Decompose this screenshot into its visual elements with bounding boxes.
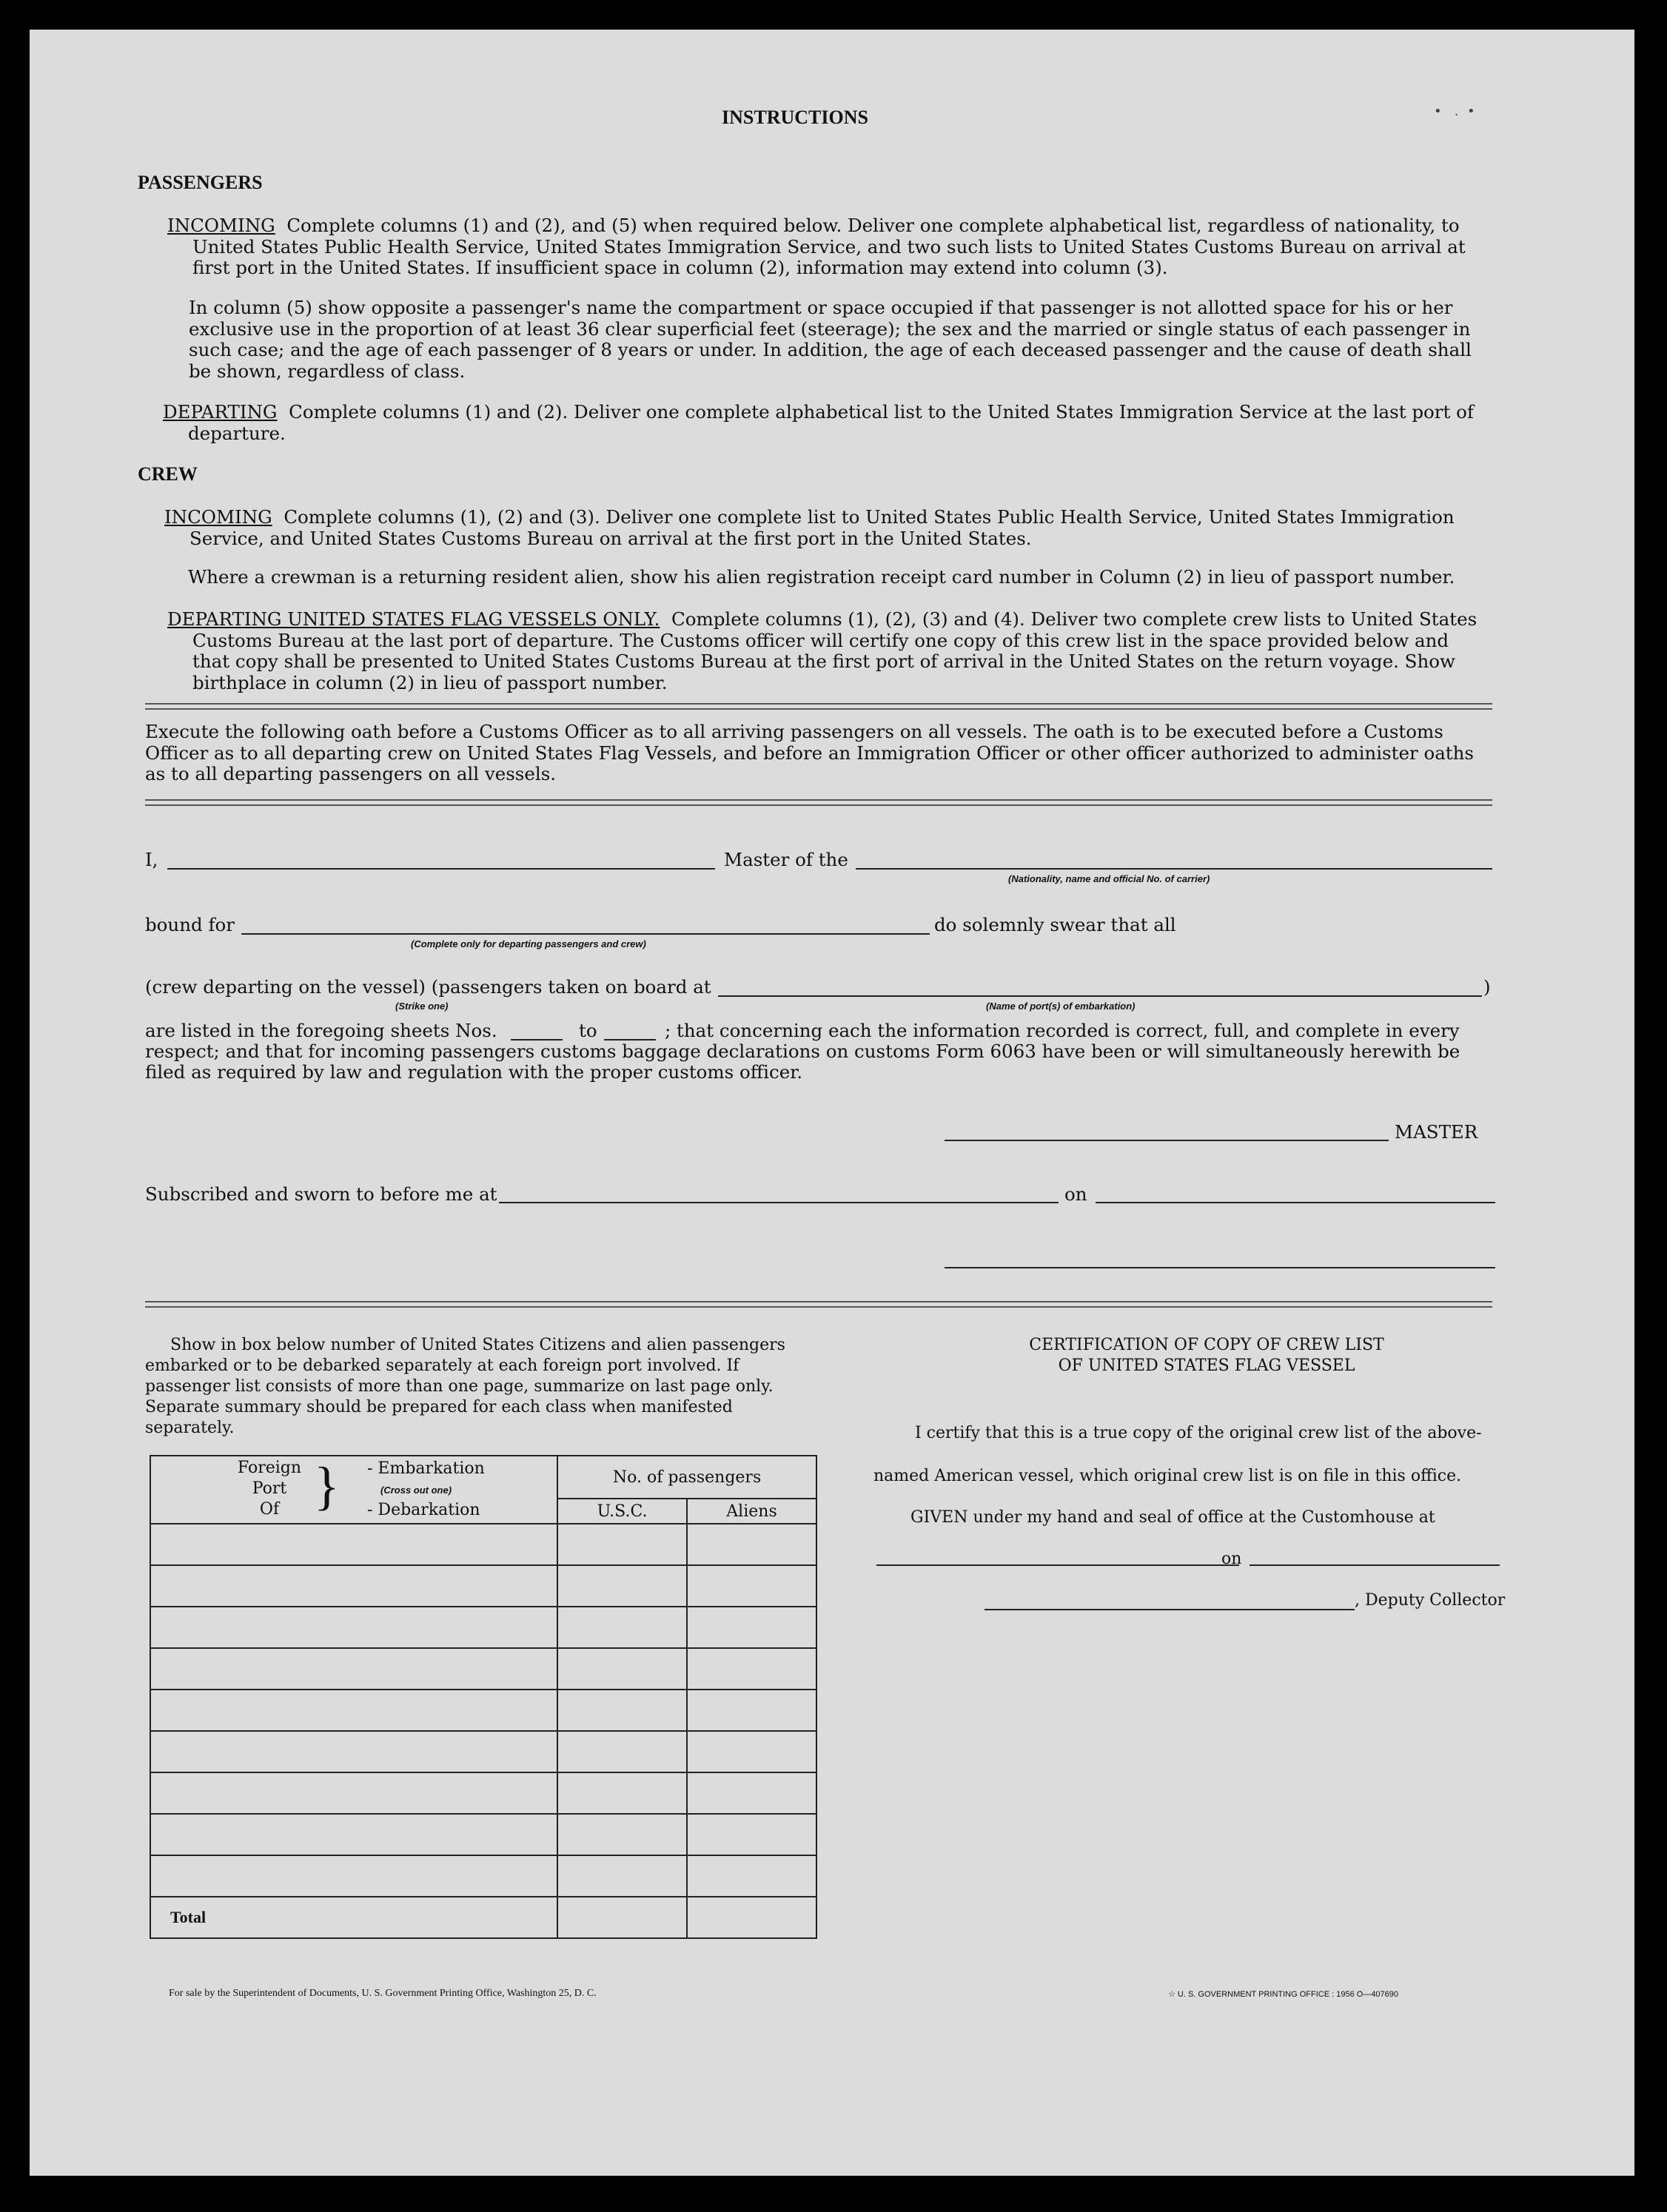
strike-one-hint: (Strike one) — [395, 1001, 449, 1012]
carrier-hint: (Nationality, name and official No. of carrier) — [1008, 873, 1210, 884]
crew-incoming-paragraph — [164, 506, 1486, 549]
crew-departing-paragraph — [167, 608, 1482, 693]
oath-i-label: I, — [145, 849, 158, 870]
bound-for-label: bound for — [145, 914, 235, 935]
summary-intro: Show in box below number of United States Citizens and alien passengers embarked or to be debarked separately at each foreign port involved. If passenger list consists of more than one page, summarize on last page only. Separate summary should be prepared for each class when manifested separately. — [145, 1336, 785, 1437]
usc-cell[interactable] — [557, 1648, 687, 1690]
table-row — [150, 1607, 816, 1648]
aliens-cell[interactable] — [687, 1772, 816, 1814]
master-signature-field[interactable] — [945, 1140, 1389, 1141]
carrier-field[interactable] — [856, 868, 1492, 870]
certification-on-label: on — [1221, 1550, 1242, 1568]
no-passengers-header: No. of passengers — [557, 1456, 816, 1499]
crew-incoming-label: INCOMING — [164, 506, 272, 528]
port-cell[interactable] — [150, 1772, 557, 1814]
certification-heading — [888, 1335, 1525, 1376]
table-row — [150, 1855, 816, 1897]
swear-text: do solemnly swear that all — [934, 914, 1176, 935]
customhouse-field[interactable] — [876, 1564, 1239, 1566]
port-hint: (Name of port(s) of embarkation) — [986, 1001, 1136, 1012]
passengers-incoming-paragraph — [167, 215, 1497, 279]
embarkation-port-field[interactable] — [718, 995, 1482, 997]
table-row — [150, 1814, 816, 1855]
deputy-signature-field[interactable] — [985, 1609, 1355, 1610]
aliens-header: Aliens — [687, 1499, 816, 1524]
form-sheet — [30, 30, 1634, 2176]
table-row — [150, 1565, 816, 1607]
crew-incoming-text: Complete columns (1), (2) and (3). Deliver one complete list to United States Public Health Service, United States Immigration Service, and United States Customs Bureau on arrival at the first port in the United States. — [189, 506, 1455, 549]
port-cell[interactable] — [150, 1690, 557, 1731]
certification-line-1: I certify that this is a true copy of the original crew list of the above- — [915, 1424, 1482, 1442]
listed-d: filed as required by law and regulation with the proper customs officer. — [145, 1061, 803, 1083]
aliens-cell[interactable] — [687, 1731, 816, 1772]
crew-departing-text: Complete columns (1), (2), (3) and (4). Deliver two complete crew lists to United States Customs Bureau at the last port of departure. The Customs officer will certify one copy of this crew list in the space provided below and that copy shall be presented to United States Customs Bureau at the first port of arrival in the United States on the return voyage. Show birthplace in column (2) in lieu of passport number. — [192, 608, 1478, 693]
passenger-summary-table — [150, 1455, 817, 1939]
port-cell[interactable] — [150, 1648, 557, 1690]
passengers-departing-label: DEPARTING — [163, 401, 278, 423]
subscribed-date-field[interactable] — [1096, 1202, 1495, 1203]
certification-heading-1: CERTIFICATION OF COPY OF CREW LIST — [1029, 1336, 1384, 1354]
divider — [145, 799, 1492, 806]
oath-intro: Execute the following oath before a Customs Officer as to all arriving passengers on all vessels. The oath is to be executed before a Customs Officer as to all departing crew on United States Flag Vessels, and before an Immigration Officer or other officer authorized to administer oaths as to all departing passengers on all vessels. — [145, 721, 1474, 784]
passengers-column5-paragraph: In column (5) show opposite a passenger's name the compartment or space occupied if that passenger is not allotted space for his or her exclusive use in the proportion of at least 36 clear superficial feet (steerage); the sex and the married or single status of each passenger in such case; and the age of each passenger of 8 years or under. In addition, the age of each deceased passenger and the cause of death shall be shown, regardless of class. — [189, 297, 1472, 382]
passengers-departing-text: Complete columns (1) and (2). Deliver one complete alphabetical list to the United States Immigration Service at the last port of departure. — [188, 401, 1474, 444]
table-row — [150, 1772, 816, 1814]
certification-heading-2: OF UNITED STATES FLAG VESSEL — [1058, 1357, 1355, 1375]
usc-header: U.S.C. — [557, 1499, 687, 1524]
subscribed-label: Subscribed and sworn to before me at — [145, 1183, 497, 1205]
port-cell[interactable] — [150, 1607, 557, 1648]
foreign-port-header — [150, 1456, 557, 1524]
listed-b: ; that concerning each the information recorded is correct, full, and complete in every — [665, 1020, 1460, 1041]
aliens-total-cell[interactable] — [687, 1897, 816, 1938]
table-row — [150, 1524, 816, 1565]
usc-cell[interactable] — [557, 1607, 687, 1648]
passengers-incoming-text: Complete columns (1) and (2), and (5) when required below. Deliver one complete alphabetical list, regardless of nationality, to United States Public Health Service, United States Immigration Service, and two such lists to United States Customs Bureau on arrival at first port in the United States. If insufficient space in column (2), information may extend into column (3). — [192, 215, 1466, 278]
page-title: INSTRUCTIONS — [722, 107, 868, 128]
deputy-collector-label: , Deputy Collector — [1355, 1591, 1506, 1610]
certification-date-field[interactable] — [1250, 1564, 1500, 1566]
aliens-cell[interactable] — [687, 1690, 816, 1731]
port-cell[interactable] — [150, 1524, 557, 1565]
usc-cell[interactable] — [557, 1524, 687, 1565]
port-cell[interactable] — [150, 1731, 557, 1772]
master-label: MASTER — [1395, 1121, 1478, 1143]
officer-signature-field[interactable] — [945, 1267, 1495, 1268]
footer-right: ☆ U. S. GOVERNMENT PRINTING OFFICE : 1956 O—407690 — [1168, 1990, 1399, 1999]
master-name-field[interactable] — [167, 868, 715, 870]
aliens-cell[interactable] — [687, 1607, 816, 1648]
divider — [145, 703, 1492, 710]
debarkation-label: - Debarkation — [367, 1501, 480, 1519]
passengers-heading: PASSENGERS — [138, 172, 263, 193]
crew-departing-label: DEPARTING UNITED STATES FLAG VESSELS ONLY. — [167, 608, 660, 630]
usc-cell[interactable] — [557, 1855, 687, 1897]
master-of-the-label: Master of the — [724, 849, 848, 870]
crew-departing-label: (crew departing on the vessel) (passengers taken on board at — [145, 976, 711, 998]
to-label: to — [579, 1020, 597, 1041]
table-row — [150, 1731, 816, 1772]
total-label: Total — [150, 1897, 557, 1938]
port-label: Port — [252, 1479, 287, 1498]
of-label: Of — [259, 1500, 280, 1519]
total-row — [150, 1897, 816, 1938]
usc-cell[interactable] — [557, 1690, 687, 1731]
embarkation-label: - Embarkation — [367, 1459, 485, 1478]
table-row — [150, 1648, 816, 1690]
subscribed-place-field[interactable] — [499, 1202, 1059, 1203]
passengers-departing-paragraph — [163, 401, 1498, 444]
crew-resident-paragraph: Where a crewman is a returning resident alien, show his alien registration receipt card number in Column (2) in lieu of passport number. — [188, 566, 1455, 588]
bound-for-hint: (Complete only for departing passengers and crew) — [411, 938, 646, 949]
listed-a: are listed in the foregoing sheets Nos. — [145, 1020, 497, 1041]
port-cell[interactable] — [150, 1814, 557, 1855]
brace: } — [314, 1456, 340, 1516]
port-cell[interactable] — [150, 1565, 557, 1607]
footer-left: For sale by the Superintendent of Documents, U. S. Government Printing Office, Washington 25, D. C. — [169, 1988, 597, 1999]
aliens-cell[interactable] — [687, 1855, 816, 1897]
certification-line-2: named American vessel, which original crew list is on file in this office. — [873, 1467, 1462, 1485]
table-row — [150, 1690, 816, 1731]
subscribed-on-label: on — [1064, 1183, 1087, 1205]
bound-for-field[interactable] — [241, 933, 930, 935]
close-paren: ) — [1483, 976, 1491, 998]
aliens-cell[interactable] — [687, 1565, 816, 1607]
passengers-incoming-label: INCOMING — [167, 215, 275, 236]
divider — [145, 1301, 1492, 1308]
crew-heading: CREW — [138, 463, 198, 485]
usc-cell[interactable] — [557, 1814, 687, 1855]
usc-cell[interactable] — [557, 1731, 687, 1772]
port-cell[interactable] — [150, 1855, 557, 1897]
certification-line-3: GIVEN under my hand and seal of office at the Customhouse at — [910, 1508, 1435, 1527]
foreign-label: Foreign — [237, 1459, 302, 1477]
usc-cell[interactable] — [557, 1565, 687, 1607]
aliens-cell[interactable] — [687, 1648, 816, 1690]
usc-cell[interactable] — [557, 1772, 687, 1814]
corner-marks: • . • — [1434, 104, 1475, 119]
aliens-cell[interactable] — [687, 1524, 816, 1565]
usc-total-cell[interactable] — [557, 1897, 687, 1938]
cross-out-hint: (Cross out one) — [380, 1485, 452, 1496]
listed-c: respect; and that for incoming passengers customs baggage declarations on customs Form 6063 have been or will simultaneously herewith be — [145, 1041, 1460, 1062]
aliens-cell[interactable] — [687, 1814, 816, 1855]
